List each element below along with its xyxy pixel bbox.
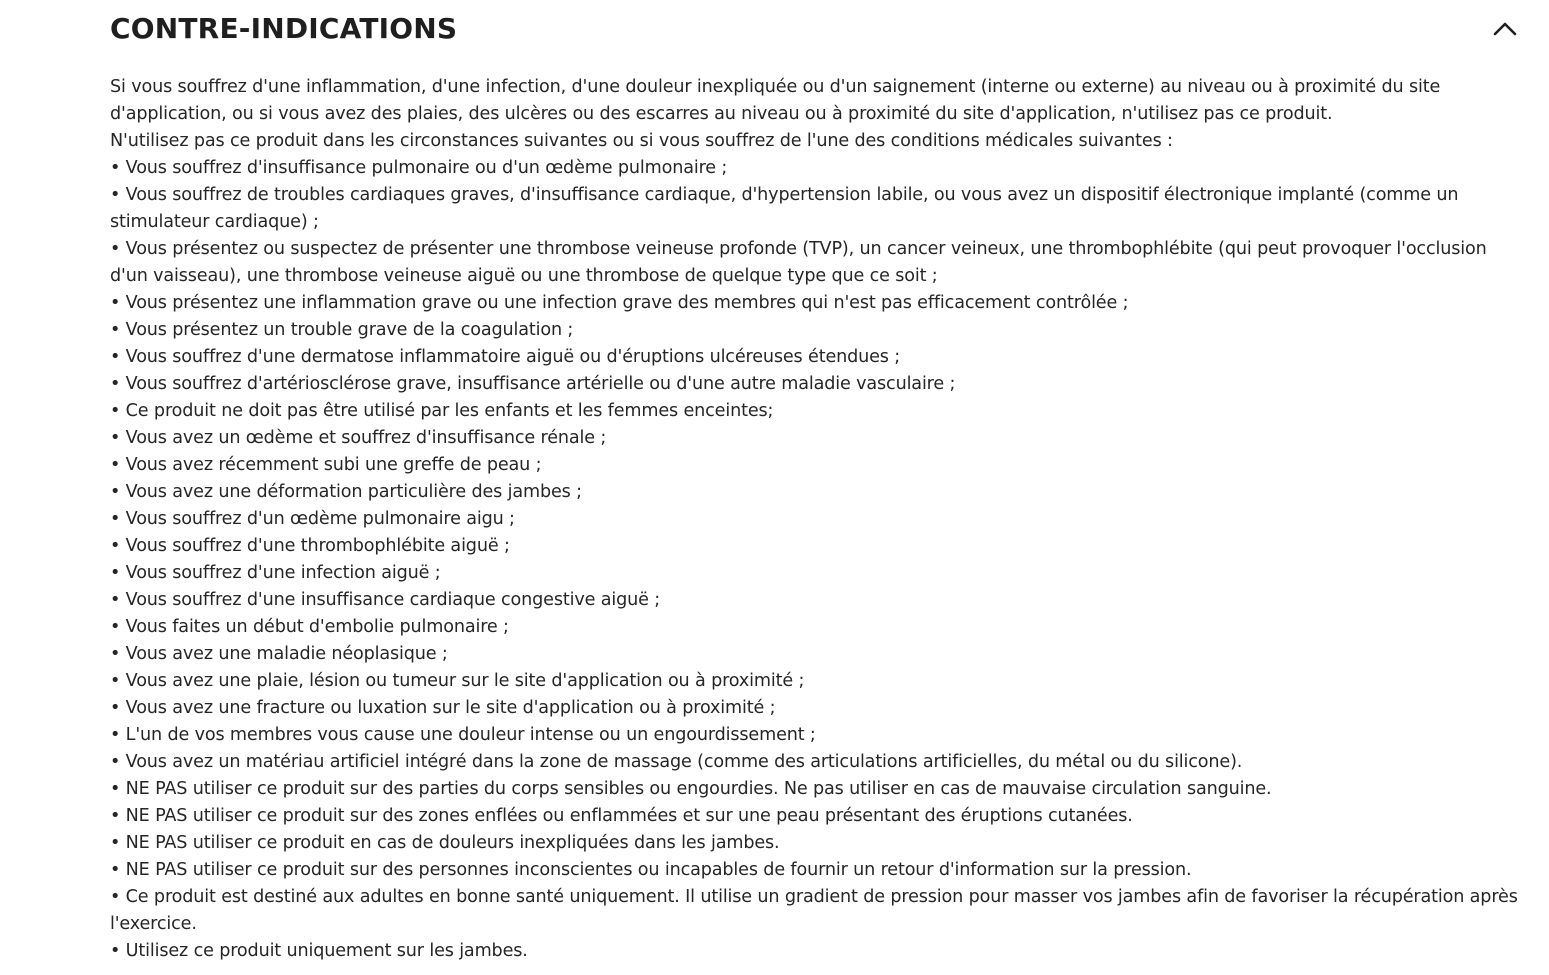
list-item: • Vous présentez ou suspectez de présenter une thrombose veineuse profonde (TVP), un cancer veineux, une thrombophlébite (qui peut provoquer l'occlusion d'un vaisseau), une thrombose veineuse aiguë ou une thrombose de quelque type que ce soit ; [110,239,1487,286]
list-item: • Vous présentez une inflammation grave ou une infection grave des membres qui n'est pas efficacement contrôlée ; [110,293,1129,313]
contraindications-section [110,0,1520,961]
list-item: • Utilisez ce produit uniquement sur les jambes. [110,941,528,961]
chevron-up-icon[interactable] [1490,14,1520,44]
list-item: • Ce produit ne doit pas être utilisé par les enfants et les femmes enceintes; [110,401,774,421]
list-item: • NE PAS utiliser ce produit sur des parties du corps sensibles ou engourdies. Ne pas utiliser en cas de mauvaise circulation sanguine. [110,779,1272,799]
list-item: • Vous souffrez d'insuffisance pulmonaire ou d'un œdème pulmonaire ; [110,158,728,178]
list-item: • NE PAS utiliser ce produit en cas de douleurs inexpliquées dans les jambes. [110,833,780,853]
list-item: • Vous faites un début d'embolie pulmonaire ; [110,617,509,637]
list-item: • Ce produit est destiné aux adultes en bonne santé uniquement. Il utilise un gradient de pression pour masser vos jambes afin de favoriser la récupération après l'exercice. [110,887,1518,934]
list-item: • NE PAS utiliser ce produit sur des personnes inconscientes ou incapables de fournir un retour d'information sur la pression. [110,860,1192,880]
list-item: • Vous avez un matériau artificiel intégré dans la zone de massage (comme des articulations artificielles, du métal ou du silicone). [110,752,1243,772]
list-item: • Vous souffrez d'un œdème pulmonaire aigu ; [110,509,515,529]
list-item: • L'un de vos membres vous cause une douleur intense ou un engourdissement ; [110,725,816,745]
list-item: • Vous présentez un trouble grave de la coagulation ; [110,320,574,340]
list-item: • Vous souffrez d'une insuffisance cardiaque congestive aiguë ; [110,590,661,610]
section-body [110,74,1520,965]
list-item: • Vous avez une fracture ou luxation sur le site d'application ou à proximité ; [110,698,776,718]
section-header[interactable] [110,0,1520,62]
section-title: CONTRE-INDICATIONS [110,12,458,45]
list-item: • Vous avez une maladie néoplasique ; [110,644,448,664]
list-item: • Vous souffrez de troubles cardiaques graves, d'insuffisance cardiaque, d'hypertension labile, ou vous avez un dispositif électronique implanté (comme un stimulateur cardiaque) ; [110,185,1459,232]
list-item: • Vous avez récemment subi une greffe de peau ; [110,455,542,475]
intro-paragraph: Si vous souffrez d'une inflammation, d'une infection, d'une douleur inexpliquée ou d'un saignement (interne ou externe) au niveau ou à proximité du site d'application, ou si vous avez des plaies, des ulcères ou des escarres au niveau ou à proximité du site d'application, n'utilisez pas ce produit. [110,77,1441,124]
list-item: • Vous avez un œdème et souffrez d'insuffisance rénale ; [110,428,607,448]
list-item: • Vous souffrez d'artériosclérose grave, insuffisance artérielle ou d'une autre maladie vasculaire ; [110,374,956,394]
list-item: • Vous souffrez d'une infection aiguë ; [110,563,441,583]
list-item: • Vous souffrez d'une thrombophlébite aiguë ; [110,536,510,556]
intro-paragraph: N'utilisez pas ce produit dans les circonstances suivantes ou si vous souffrez de l'une des conditions médicales suivantes : [110,131,1173,151]
list-item: • Vous avez une plaie, lésion ou tumeur sur le site d'application ou à proximité ; [110,671,805,691]
contraindication-list [110,155,1520,965]
list-item: • Vous souffrez d'une dermatose inflammatoire aiguë ou d'éruptions ulcéreuses étendues ; [110,347,901,367]
list-item: • Vous avez une déformation particulière des jambes ; [110,482,582,502]
list-item: • NE PAS utiliser ce produit sur des zones enflées ou enflammées et sur une peau présentant des éruptions cutanées. [110,806,1133,826]
